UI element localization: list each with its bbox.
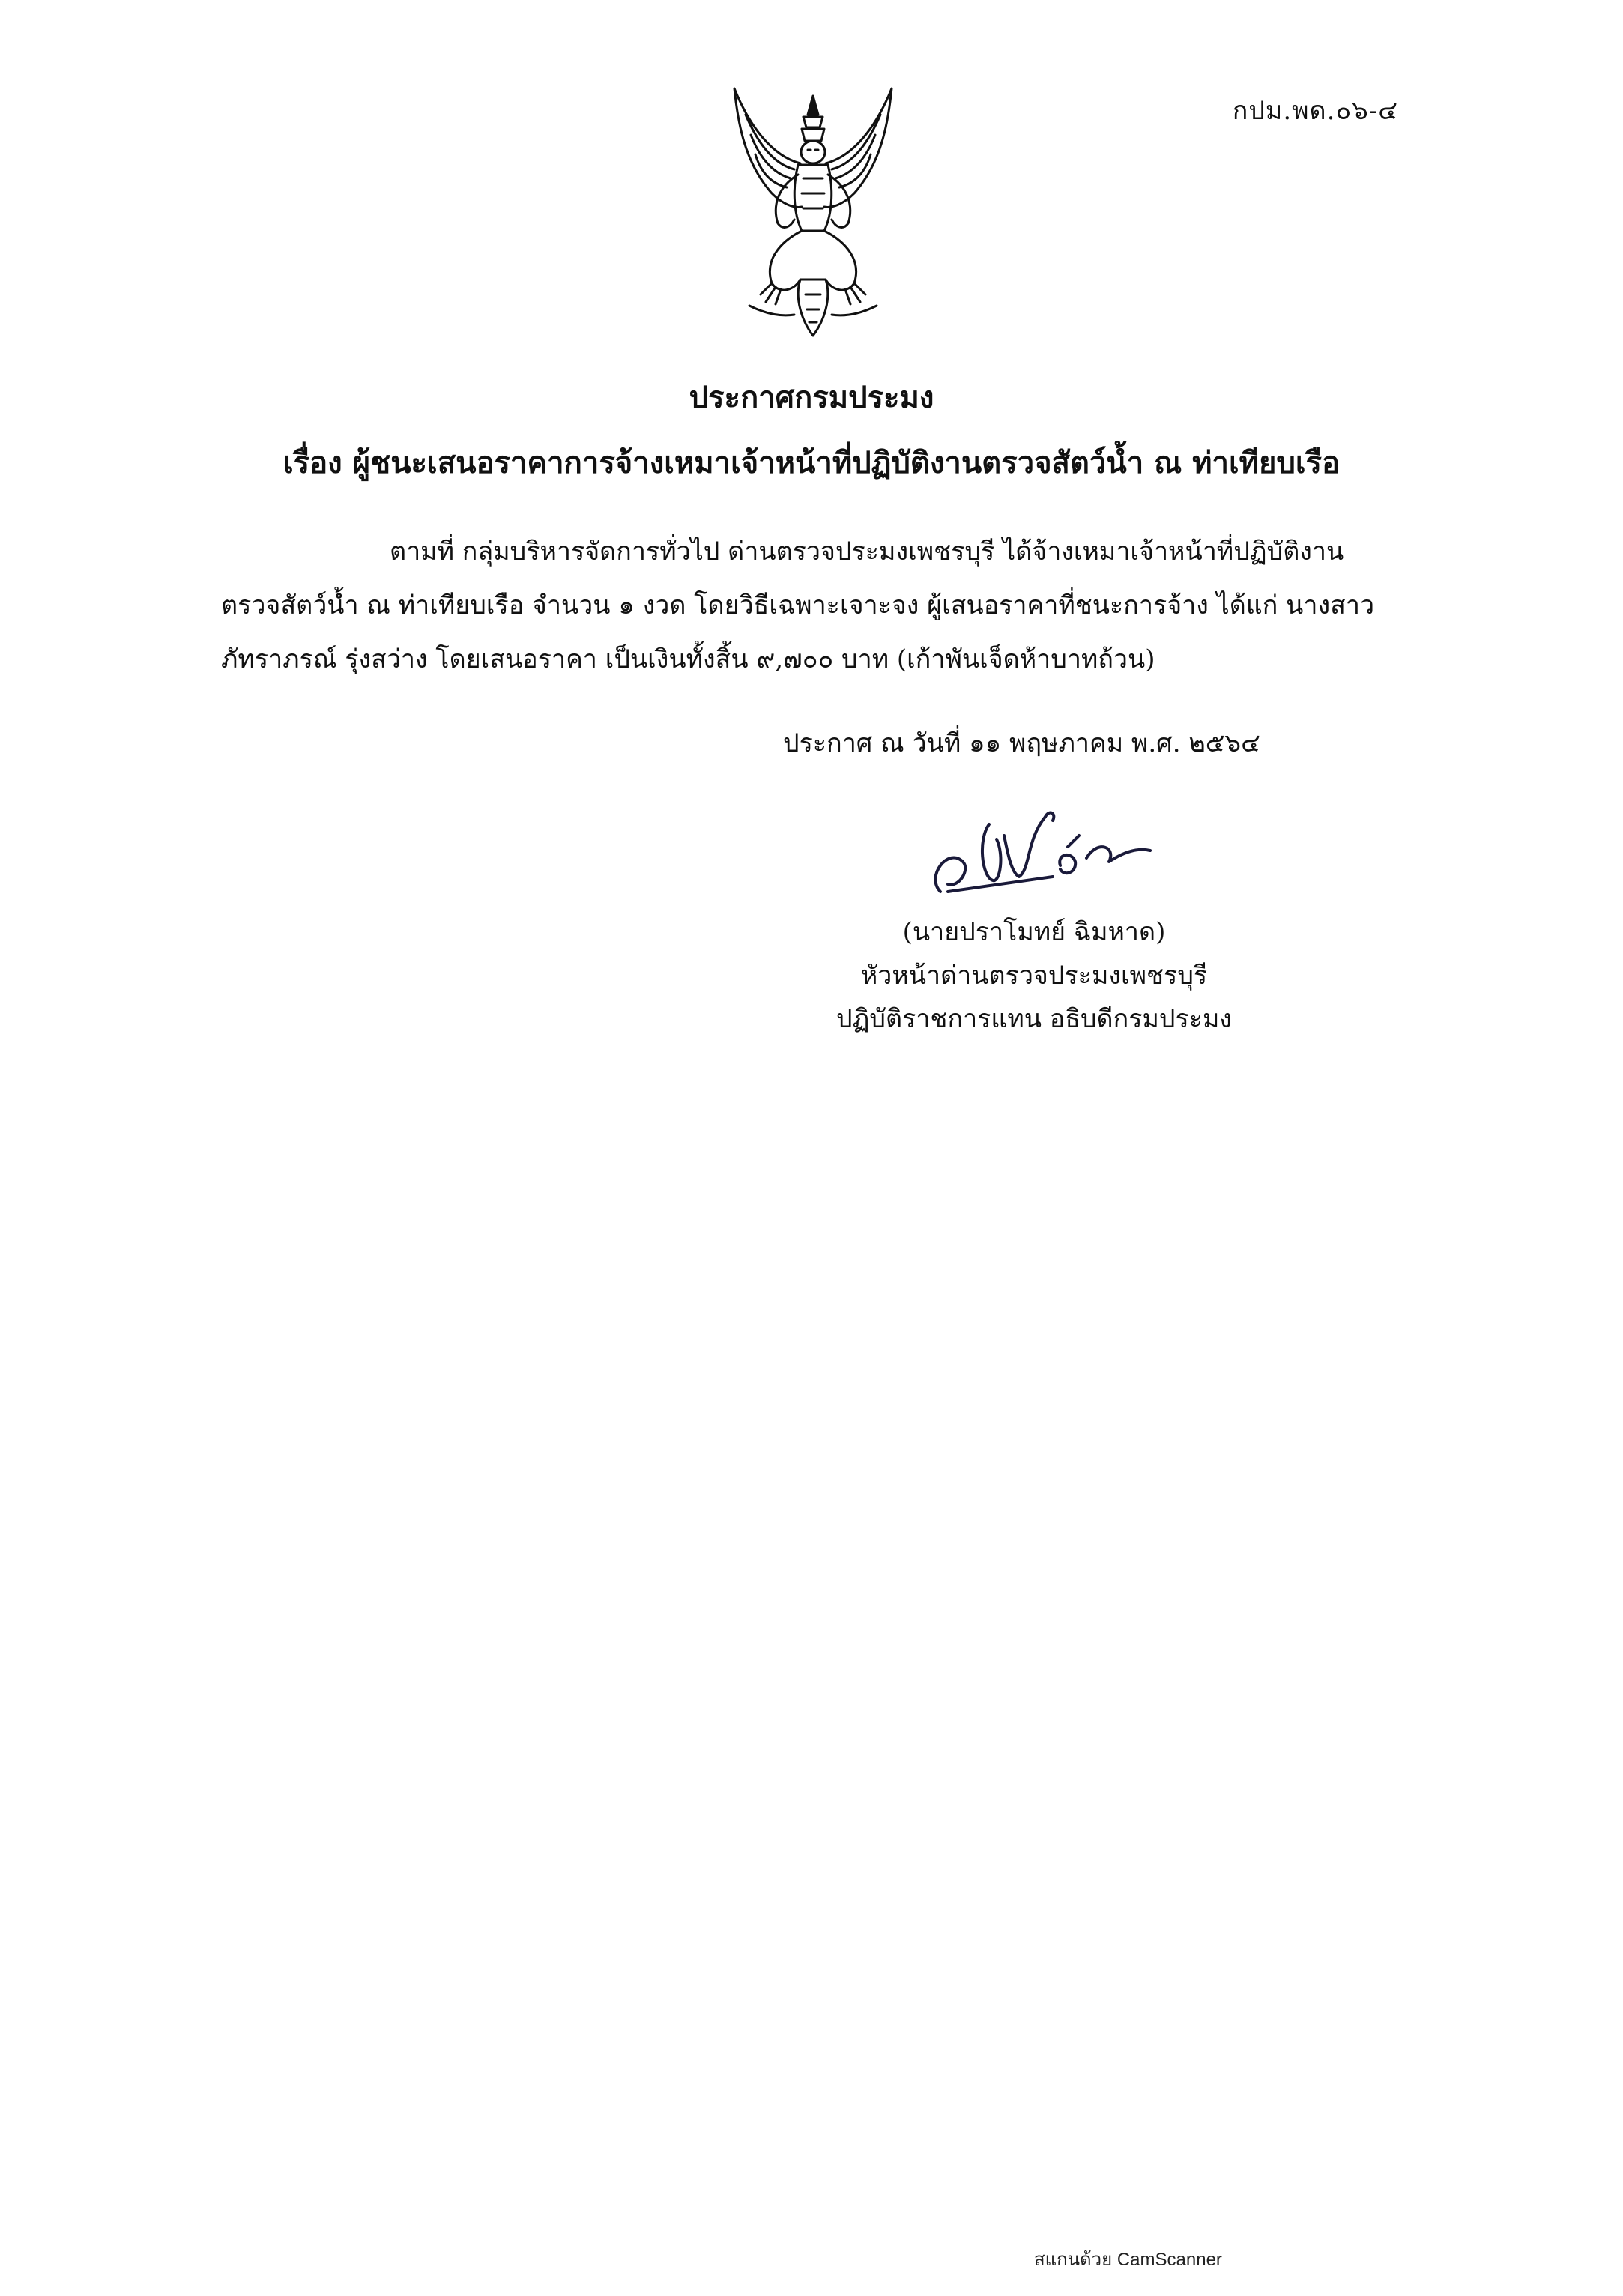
announcement-title: ประกาศกรมประมง — [689, 380, 934, 415]
signatory-position: หัวหน้าด่านตรวจประมงเพชรบุรี — [860, 961, 1208, 991]
form-code: กปม.พด.๐๖-๔ — [1232, 96, 1398, 126]
body-paragraph — [221, 525, 1397, 686]
signature-block — [809, 910, 1259, 1041]
garuda-emblem-icon — [719, 81, 907, 343]
body-line: ตรวจสัตว์น้ำ ณ ท่าเทียบเรือ จำนวน ๑ งวด โดยวิธีเฉพาะเจาะจง ผู้เสนอราคาที่ชนะการจ้าง ได้แก่ นางสาว — [221, 590, 1375, 620]
signatory-name: (นายปราโมทย์ ฉิมหาด) — [902, 917, 1166, 947]
scanner-footer: สแกนด้วย CamScanner — [1034, 2250, 1222, 2270]
signatory-acting-for: ปฏิบัติราชการแทน อธิบดีกรมประมง — [835, 1004, 1233, 1034]
announcement-subject: เรื่อง ผู้ชนะเสนอราคาการจ้างเหมาเจ้าหน้าที่ปฏิบัติงานตรวจสัตว์น้ำ ณ ท่าเทียบเรือ — [282, 445, 1341, 480]
body-line: ภัทราภรณ์ รุ่งสว่าง โดยเสนอราคา เป็นเงินทั้งสิ้น ๙,๗๐๐ บาท (เก้าพันเจ็ดห้าบาทถ้วน) — [221, 644, 1155, 674]
body-line: ตามที่ กลุ่มบริหารจัดการทั่วไป ด่านตรวจประมงเพชรบุรี ได้จ้างเหมาเจ้าหน้าที่ปฏิบัติงาน — [390, 537, 1344, 567]
announce-date: ประกาศ ณ วันที่ ๑๑ พฤษภาคม พ.ศ. ๒๕๖๔ — [783, 728, 1260, 758]
handwritten-signature — [918, 794, 1165, 914]
